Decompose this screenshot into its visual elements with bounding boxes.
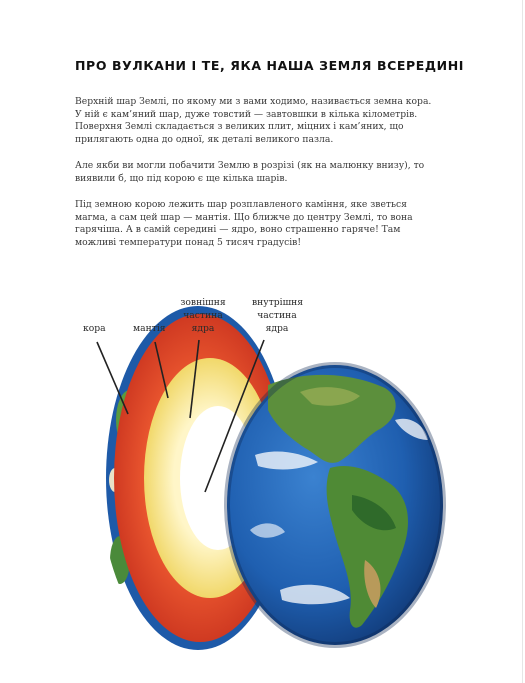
paragraph-crust: Верхній шар Землі, по якому ми з вами ходимо, називається земна кора. У ній є кам’яний шар, дуже товстий — завтовшки в кілька кілометрів. Поверхня Землі складається з великих плит, міцних і кам’яних, що прилягають одна до одної, як деталі великого пазла. [75, 96, 432, 145]
label-crust: кора [83, 323, 106, 334]
paragraph-layers: Але якби ви могли побачити Землю в розрізі (як на малюнку внизу), то виявили б, що під корою є ще кілька шарів. [75, 160, 425, 184]
page-title: ПРО ВУЛКАНИ І ТЕ, ЯКА НАША ЗЕМЛЯ ВСЕРЕДИНІ [75, 58, 465, 73]
label-outer-core: зовнішня частина ядра [180, 297, 226, 334]
globe [227, 365, 443, 645]
paragraph-mantle-core: Під земною корою лежить шар розплавленого каміння, яке зветься магма, а сам цей шар — мантія. Що ближче до центру Землі, то вона гарячіша. А в самій середині — ядро, воно страшенно гаряче! Там можливі температури понад 5 тисяч градусів! [75, 199, 413, 248]
label-inner-core: внутрішня частина ядра [252, 297, 304, 334]
label-mantle: мантія [133, 323, 166, 334]
